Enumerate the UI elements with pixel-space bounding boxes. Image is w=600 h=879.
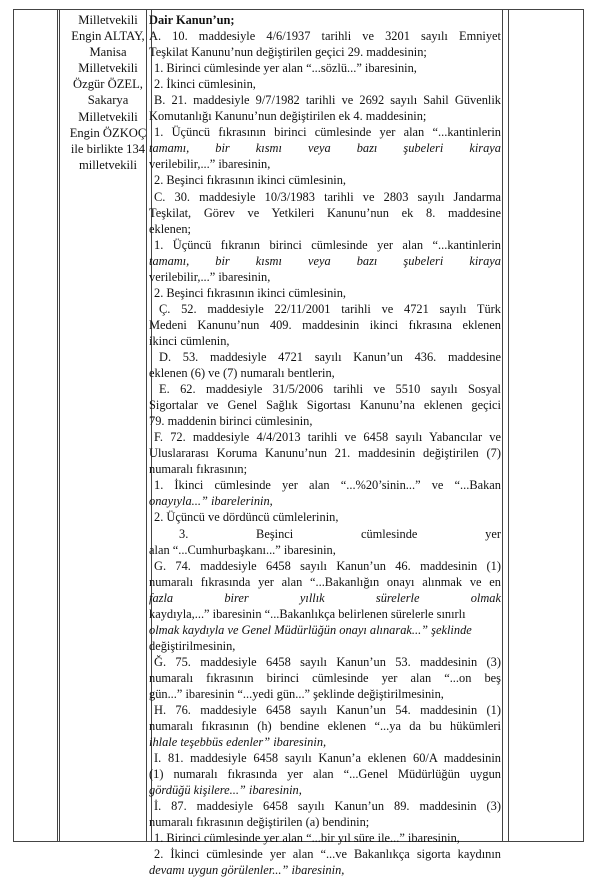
text-line: 1. Üçüncü fıkrasının birinci cümlesinde yer alan “...kantinlerin bbox=[154, 125, 501, 140]
main-text-cell bbox=[149, 10, 501, 879]
text-line: 2. İkinci cümlesinde yer alan “...ve Bakanlıkça sigorta kaydının bbox=[154, 847, 501, 862]
section-title: Dair Kanun’un; bbox=[149, 13, 235, 27]
text-line: C. 30. maddesiyle 10/3/1983 tarihli ve 2803 sayılı Jandarma bbox=[154, 189, 501, 204]
text-line: numaralı fıkrasının birinci cümlesinde yer alan “...on beş bbox=[149, 670, 501, 685]
text-line: gördüğü kişilere...” ibaresinin, bbox=[149, 783, 302, 798]
text-line: kaydıyla,...” ibaresinin “...Bakanlıkça belirlenen sürelerle sınırlı bbox=[149, 606, 466, 621]
text-line: değiştirilmesinin, bbox=[149, 638, 236, 653]
column-divider bbox=[502, 10, 503, 841]
text-line: verilebilir,...” ibaresinin, bbox=[149, 269, 271, 284]
text-line: B. 21. maddesiyle 9/7/1982 tarihli ve 2692 sayılı Sahil Güvenlik bbox=[154, 93, 501, 108]
proposer-cell bbox=[60, 10, 156, 173]
text-line: numaralı fıkrasının; bbox=[149, 462, 248, 477]
text-line: eklenen; bbox=[149, 221, 191, 236]
text-line: 2. Beşinci fıkrasının ikinci cümlesinin, bbox=[154, 285, 347, 300]
text-line: 1. Birinci cümlesinde yer alan “...sözlü...” ibaresinin, bbox=[154, 61, 417, 76]
text-line: 2. İkinci cümlesinin, bbox=[154, 77, 256, 92]
text-line: tamamı, bir kısmı veya bazı şubeleri kiraya bbox=[149, 141, 501, 156]
text-line: Teşkilat, Görev ve Yetkileri Kanunu’nun ek 8. maddesine bbox=[149, 205, 501, 220]
proposer-line: milletvekili bbox=[78, 157, 138, 172]
main-lines bbox=[149, 28, 501, 878]
text-line: eklenen (6) ve (7) numaralı bentlerin, bbox=[149, 366, 335, 381]
text-line: H. 76. maddesiyle 6458 sayılı Kanun’un 54. maddesinin (1) bbox=[154, 703, 501, 718]
text-line: verilebilir,...” ibaresinin, bbox=[149, 157, 271, 172]
proposer-line: Milletvekili bbox=[78, 13, 138, 27]
proposer-line: Manisa bbox=[89, 45, 127, 60]
text-line: gün...” ibaresinin “...yedi gün...” şeklinde değiştirilmesinin, bbox=[149, 686, 444, 701]
column-divider bbox=[508, 10, 509, 841]
text-line: Uluslararası Koruma Kanunu’nun 21. maddesinin değiştirilen (7) bbox=[149, 446, 501, 461]
proposer-line: Sakarya bbox=[87, 93, 129, 108]
text-line: onayıyla...” ibarelerinin, bbox=[149, 494, 273, 509]
proposer-line: Engin ALTAY, bbox=[71, 29, 145, 44]
text-line: Teşkilat Kanunu’nun değiştirilen geçici 29. maddesinin; bbox=[149, 45, 427, 60]
text-line: Ğ. 75. maddesiyle 6458 sayılı Kanun’un 53. maddesinin (3) bbox=[154, 654, 501, 669]
text-line: 1. Üçüncü fıkranın birinci cümlesinde yer alan “...kantinlerin bbox=[154, 237, 501, 252]
proposer-line: Özgür ÖZEL, bbox=[73, 77, 143, 92]
text-line: olmak kaydıyla ve Genel Müdürlüğün onayı alınarak...” şeklinde bbox=[149, 622, 472, 637]
text-line: E. 62. maddesiyle 31/5/2006 tarihli ve 5510 sayılı Sosyal bbox=[159, 382, 501, 397]
text-line: (1) numaralı fıkrasında yer alan “...Genel Müdürlüğün uygun bbox=[149, 767, 501, 782]
text-line: 2. Beşinci fıkrasının ikinci cümlesinin, bbox=[154, 173, 347, 188]
text-line: numaralı fıkrasının (h) bendine eklenen “...ya da bu hükümleri bbox=[149, 719, 501, 734]
text-line: G. 74. maddesiyle 6458 sayılı Kanun’un 46. maddesinin (1) bbox=[154, 558, 501, 573]
document-table bbox=[13, 9, 584, 878]
text-line: Ç. 52. maddesiyle 22/11/2001 tarihli ve 4721 sayılı Türk bbox=[159, 301, 501, 316]
text-line: F. 72. maddesiyle 4/4/2013 tarihli ve 6458 sayılı Yabancılar ve bbox=[154, 430, 501, 445]
text-line: D. 53. maddesiyle 4721 sayılı Kanun’un 436. maddesine bbox=[159, 349, 501, 364]
text-line: ikinci cümlenin, bbox=[149, 333, 230, 348]
text-line: Komutanlığı Kanunu’nun değiştirilen ek 4. maddesinin; bbox=[149, 109, 427, 124]
text-line: ihlale teşebbüs edenler” ibaresinin, bbox=[149, 735, 327, 750]
proposer-line: ile birlikte 134 bbox=[70, 141, 146, 156]
proposer-line: Engin ÖZKOÇ bbox=[69, 125, 147, 140]
text-line: alan “...Cumhurbaşkanı...” ibaresinin, bbox=[149, 542, 336, 557]
text-line: 3. Beşinci cümlesinde yer bbox=[179, 526, 501, 541]
text-line: I. 81. maddesiyle 6458 sayılı Kanun’a eklenen 60/A maddesinin bbox=[154, 751, 501, 766]
text-line: Sigortalar ve Genel Sağlık Sigortası Kanunu’na eklenen geçici bbox=[149, 398, 501, 413]
text-line: numaralı fıkrasının değiştirilen (a) bendinin; bbox=[149, 815, 370, 830]
text-line: Medeni Kanunu’nun 409. maddesinin ikinci fıkrasına eklenen bbox=[149, 317, 501, 332]
text-line: 2. Üçüncü ve dördüncü cümlelerinin, bbox=[154, 510, 339, 525]
text-line: 79. maddenin birinci cümlesinin, bbox=[149, 414, 313, 429]
text-line: numaralı fıkrasında yer alan “...Bakanlığın onayı alınmak ve en bbox=[149, 574, 501, 589]
text-line: A. 10. maddesiyle 4/6/1937 tarihli ve 3201 sayılı Emniyet bbox=[149, 29, 501, 44]
text-line: 1. İkinci cümlesinde yer alan “...%20’sinin...” ve “...Bakan bbox=[154, 478, 501, 493]
proposer-line: Milletvekili bbox=[78, 109, 138, 124]
text-line: fazla birer yıllık sürelerle olmak bbox=[149, 590, 501, 605]
proposer-line: Milletvekili bbox=[78, 61, 138, 76]
text-line: tamamı, bir kısmı veya bazı şubeleri kiraya bbox=[149, 253, 501, 268]
text-line: devamı uygun görülenler...” ibaresinin, bbox=[149, 863, 345, 878]
text-line: 1. Birinci cümlesinde yer alan “...bir yıl süre ile...” ibaresinin, bbox=[154, 831, 460, 846]
text-line: İ. 87. maddesiyle 6458 sayılı Kanun’un 89. maddesinin (3) bbox=[154, 799, 501, 814]
